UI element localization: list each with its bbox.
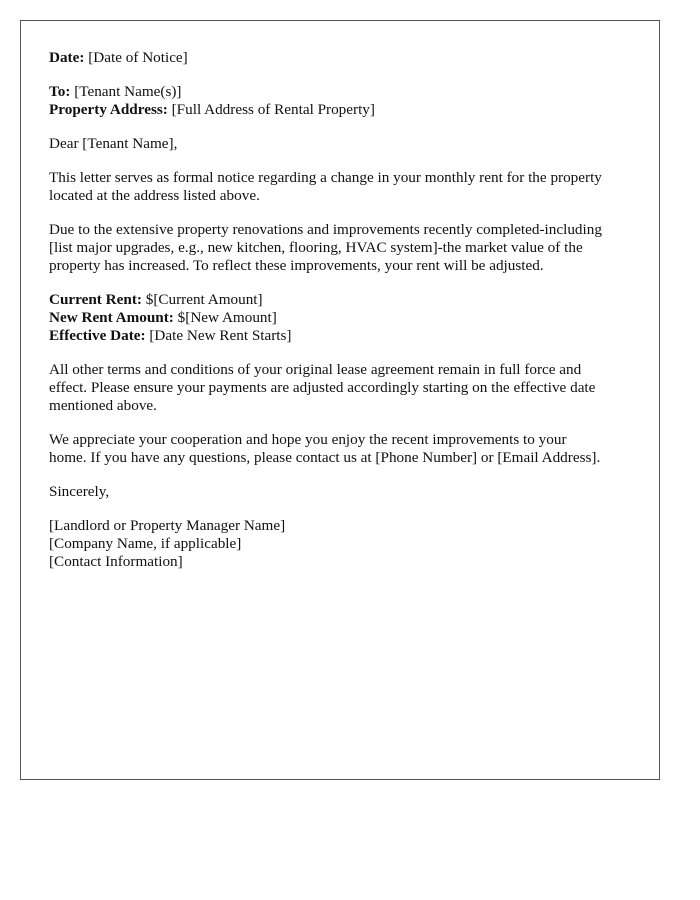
- effective-date-label: Effective Date:: [49, 327, 146, 344]
- new-rent-value: $[New Amount]: [173, 309, 277, 326]
- signature-block: [49, 517, 631, 571]
- to-value: [Tenant Name(s)]: [70, 83, 182, 100]
- property-address-label: Property Address:: [49, 101, 168, 118]
- current-rent-value: $[Current Amount]: [141, 291, 263, 308]
- renovation-line-1: Due to the extensive property renovations and improvements recently completed-including: [49, 221, 602, 238]
- signature-name: [Landlord or Property Manager Name]: [49, 517, 286, 534]
- signoff: Sincerely,: [49, 483, 110, 500]
- to-label: To:: [49, 83, 71, 100]
- signature-company: [Company Name, if applicable]: [49, 535, 242, 552]
- terms-line-3: mentioned above.: [49, 397, 157, 414]
- signature-contact: [Contact Information]: [49, 553, 183, 570]
- rent-increase-letter: [20, 20, 660, 780]
- notice-line-1: This letter serves as formal notice regarding a change in your monthly rent for the property: [49, 169, 602, 186]
- property-address-value: [Full Address of Rental Property]: [167, 101, 375, 118]
- closing-paragraph: [49, 431, 631, 467]
- new-rent-label: New Rent Amount:: [49, 309, 174, 326]
- date-line: [49, 49, 631, 67]
- renovation-line-3: property has increased. To reflect these improvements, your rent will be adjusted.: [49, 257, 544, 274]
- effective-date-value: [Date New Rent Starts]: [145, 327, 292, 344]
- notice-line-2: located at the address listed above.: [49, 187, 260, 204]
- salutation: Dear [Tenant Name],: [49, 135, 178, 152]
- closing-line-1: We appreciate your cooperation and hope you enjoy the recent improvements to your: [49, 431, 567, 448]
- rent-details: [49, 291, 631, 345]
- notice-paragraph: [49, 169, 631, 205]
- date-value: [Date of Notice]: [84, 49, 188, 66]
- renovation-line-2: [list major upgrades, e.g., new kitchen, flooring, HVAC system]-the market value of the: [49, 239, 583, 256]
- current-rent-label: Current Rent:: [49, 291, 142, 308]
- renovation-paragraph: [49, 221, 631, 275]
- terms-line-2: effect. Please ensure your payments are adjusted accordingly starting on the effective date: [49, 379, 596, 396]
- terms-line-1: All other terms and conditions of your original lease agreement remain in full force and: [49, 361, 582, 378]
- recipient-block: [49, 83, 631, 119]
- closing-line-2: home. If you have any questions, please contact us at [Phone Number] or [Email Address].: [49, 449, 601, 466]
- terms-paragraph: [49, 361, 631, 415]
- date-label: Date:: [49, 49, 85, 66]
